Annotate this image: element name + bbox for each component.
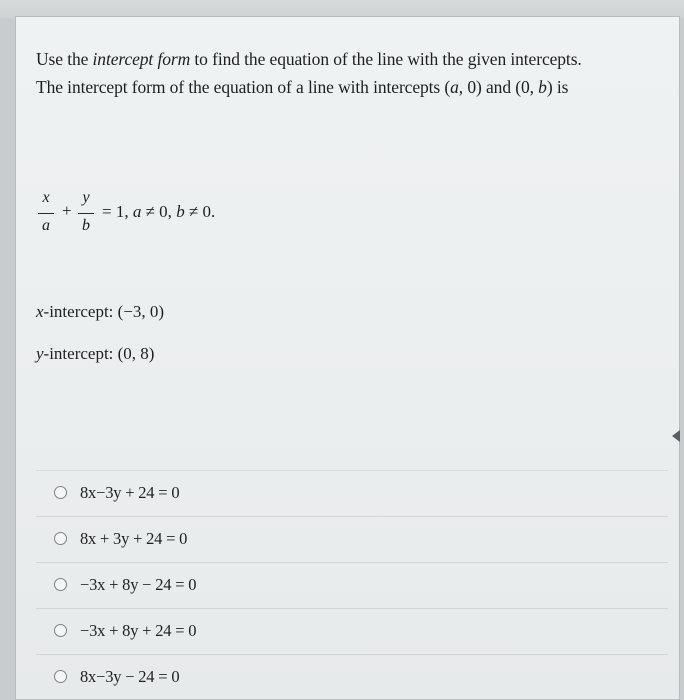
- radio-button[interactable]: [54, 486, 67, 499]
- question-line-2: [36, 73, 656, 101]
- emphasis-intercept-form: intercept form: [92, 49, 191, 69]
- radio-button[interactable]: [54, 578, 67, 591]
- y-intercept-line: [36, 343, 154, 365]
- answer-choice-2[interactable]: [36, 516, 668, 562]
- fraction-bar: [78, 213, 94, 214]
- x-intercept-value: -intercept: (−3, 0): [43, 302, 165, 321]
- formula-conditions: [102, 202, 215, 222]
- var-x: x: [36, 302, 44, 321]
- radio-button[interactable]: [54, 624, 67, 637]
- text-segment: The intercept form of the equation of a line with intercepts (: [36, 77, 451, 97]
- text-segment: ≠ 0.: [184, 202, 216, 221]
- denominator-a: a: [42, 217, 50, 234]
- numerator-y: y: [82, 189, 90, 206]
- choice-label[interactable]: 8x + 3y + 24 = 0: [80, 529, 188, 548]
- choice-label[interactable]: −3x + 8y + 24 = 0: [80, 621, 197, 640]
- denominator-b: b: [82, 217, 90, 234]
- choice-label[interactable]: 8x−3y − 24 = 0: [80, 667, 180, 686]
- text-segment: Use the: [36, 49, 93, 69]
- text-segment: to find the equation of the line with the given intercepts.: [190, 49, 582, 69]
- var-b: b: [176, 202, 185, 221]
- question-line-1: [36, 45, 656, 73]
- var-a: a: [132, 202, 142, 221]
- question-card: [15, 16, 680, 700]
- choice-label[interactable]: −3x + 8y − 24 = 0: [80, 575, 197, 594]
- text-segment: ) is: [546, 77, 569, 97]
- text-segment: = 1,: [102, 202, 133, 221]
- answer-choices: [36, 470, 668, 700]
- intercept-form-formula: [38, 189, 338, 237]
- x-intercept-line: [36, 301, 164, 323]
- choice-label[interactable]: 8x−3y + 24 = 0: [80, 483, 180, 502]
- mouse-cursor-icon: [672, 430, 680, 442]
- answer-choice-4[interactable]: [36, 608, 668, 654]
- answer-choice-5[interactable]: [36, 654, 668, 700]
- var-y: y: [36, 344, 44, 363]
- var-a: a: [450, 77, 459, 97]
- radio-button[interactable]: [54, 670, 67, 683]
- text-segment: ≠ 0,: [141, 202, 177, 221]
- numerator-x: x: [42, 189, 50, 206]
- plus-sign: +: [62, 201, 72, 220]
- answer-choice-1[interactable]: [36, 470, 668, 516]
- fraction-bar: [38, 213, 54, 214]
- var-b: b: [538, 77, 547, 97]
- y-intercept-value: -intercept: (0, 8): [43, 344, 155, 363]
- radio-button[interactable]: [54, 532, 67, 545]
- question-text: [36, 45, 656, 101]
- text-segment: , 0) and (0,: [458, 77, 539, 97]
- answer-choice-3[interactable]: [36, 562, 668, 608]
